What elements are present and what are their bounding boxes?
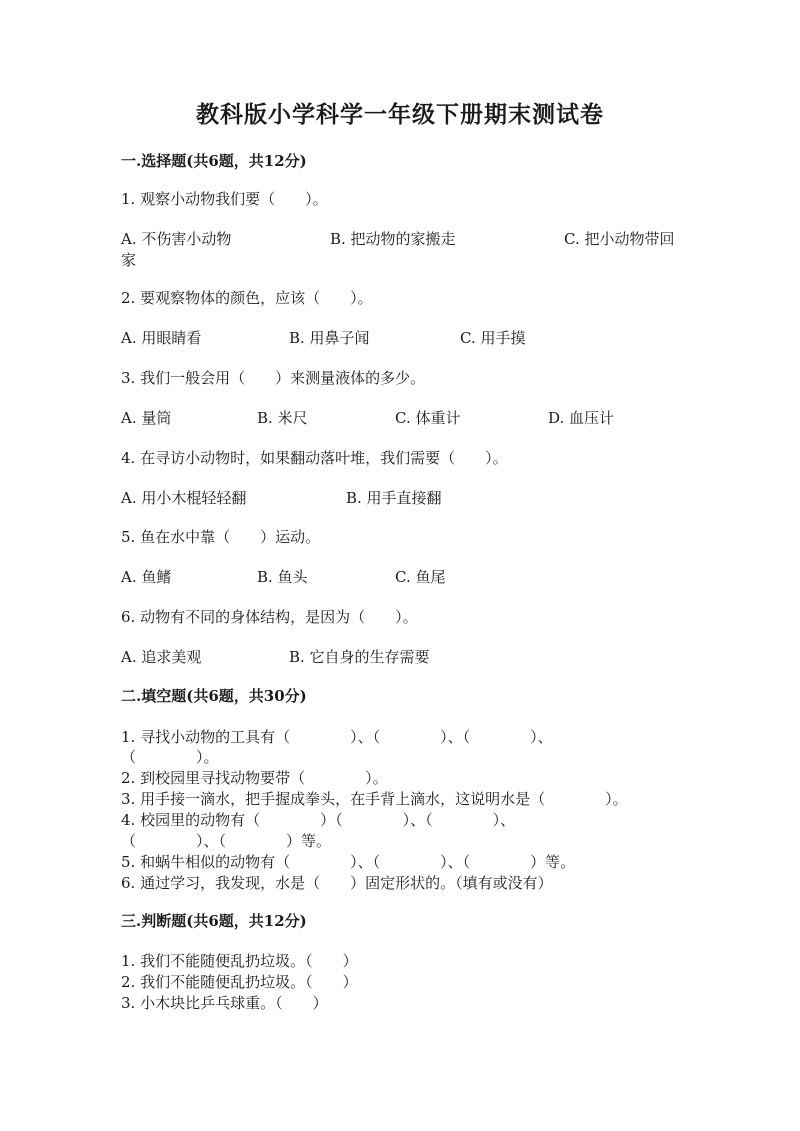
section-heading-choice: 一.选择题(共6题，共12分) xyxy=(121,152,307,170)
options-q3 xyxy=(121,407,681,429)
section-heading-judge: 三.判断题(共6题，共12分) xyxy=(121,912,307,930)
option-d: D. 血压计 xyxy=(548,409,615,427)
section-heading-fill: 二.填空题(共6题，共30分) xyxy=(121,687,307,705)
options-q1 xyxy=(121,228,681,250)
judge-line-2: 2. 我们不能随便乱扔垃圾。（ ） xyxy=(121,973,358,991)
fill-line-6: 6. 通过学习，我发现，水是（ ）固定形状的。（填有或没有） xyxy=(121,874,553,892)
options-q2 xyxy=(121,327,681,349)
options-q5 xyxy=(121,566,681,588)
judge-line-1: 1. 我们不能随便乱扔垃圾。（ ） xyxy=(121,952,358,970)
option-b: B. 用手直接翻 xyxy=(346,489,442,507)
option-b: B. 把动物的家搬走 xyxy=(330,230,456,248)
fill-line-1-wrap: （ ）。 xyxy=(121,748,219,766)
question-3: 3. 我们一般会用（ ）来测量液体的多少。 xyxy=(121,369,426,387)
question-5: 5. 鱼在水中靠（ ）运动。 xyxy=(121,528,321,546)
option-a: A. 鱼鳍 xyxy=(121,568,172,586)
fill-line-1: 1. 寻找小动物的工具有（ ）、（ ）、（ ）、 xyxy=(121,728,553,746)
option-b: B. 鱼头 xyxy=(257,568,308,586)
option-b: B. 用鼻子闻 xyxy=(289,329,370,347)
fill-line-4-wrap: （ ）、（ ）等。 xyxy=(121,832,332,850)
question-2: 2. 要观察物体的颜色，应该（ ）。 xyxy=(121,289,373,307)
option-c: C. 用手摸 xyxy=(460,329,526,347)
option-a: A. 追求美观 xyxy=(121,648,202,666)
option-a: A. 用眼睛看 xyxy=(121,329,202,347)
options-q4 xyxy=(121,487,681,509)
option-a: A. 不伤害小动物 xyxy=(121,230,232,248)
option-c: C. 鱼尾 xyxy=(395,568,446,586)
question-6: 6. 动物有不同的身体结构，是因为（ ）。 xyxy=(121,608,418,626)
fill-line-3: 3. 用手接一滴水，把手握成拳头，在手背上滴水，这说明水是（ ）。 xyxy=(121,790,628,808)
option-a: A. 量筒 xyxy=(121,409,172,427)
fill-line-5: 5. 和蜗牛相似的动物有（ ）、（ ）、（ ）等。 xyxy=(121,853,576,871)
option-b: B. 它自身的生存需要 xyxy=(289,648,430,666)
judge-line-3: 3. 小木块比乒乓球重。（ ） xyxy=(121,994,328,1012)
option-c: C. 把小动物带回 xyxy=(564,230,675,248)
fill-line-4: 4. 校园里的动物有（ ）（ ）、（ ）、 xyxy=(121,811,516,829)
option-a: A. 用小木棍轻轻翻 xyxy=(121,489,247,507)
option-c: C. 体重计 xyxy=(395,409,461,427)
option-b: B. 米尺 xyxy=(257,409,308,427)
exam-title: 教科版小学科学一年级下册期末测试卷 xyxy=(196,101,604,128)
option-c-wrap: 家 xyxy=(121,251,137,269)
question-1: 1. 观察小动物我们要（ ）。 xyxy=(121,190,328,208)
options-q6 xyxy=(121,646,681,668)
question-4: 4. 在寻访小动物时，如果翻动落叶堆，我们需要（ ）。 xyxy=(121,449,508,467)
fill-line-2: 2. 到校园里寻找动物要带（ ）。 xyxy=(121,769,388,787)
